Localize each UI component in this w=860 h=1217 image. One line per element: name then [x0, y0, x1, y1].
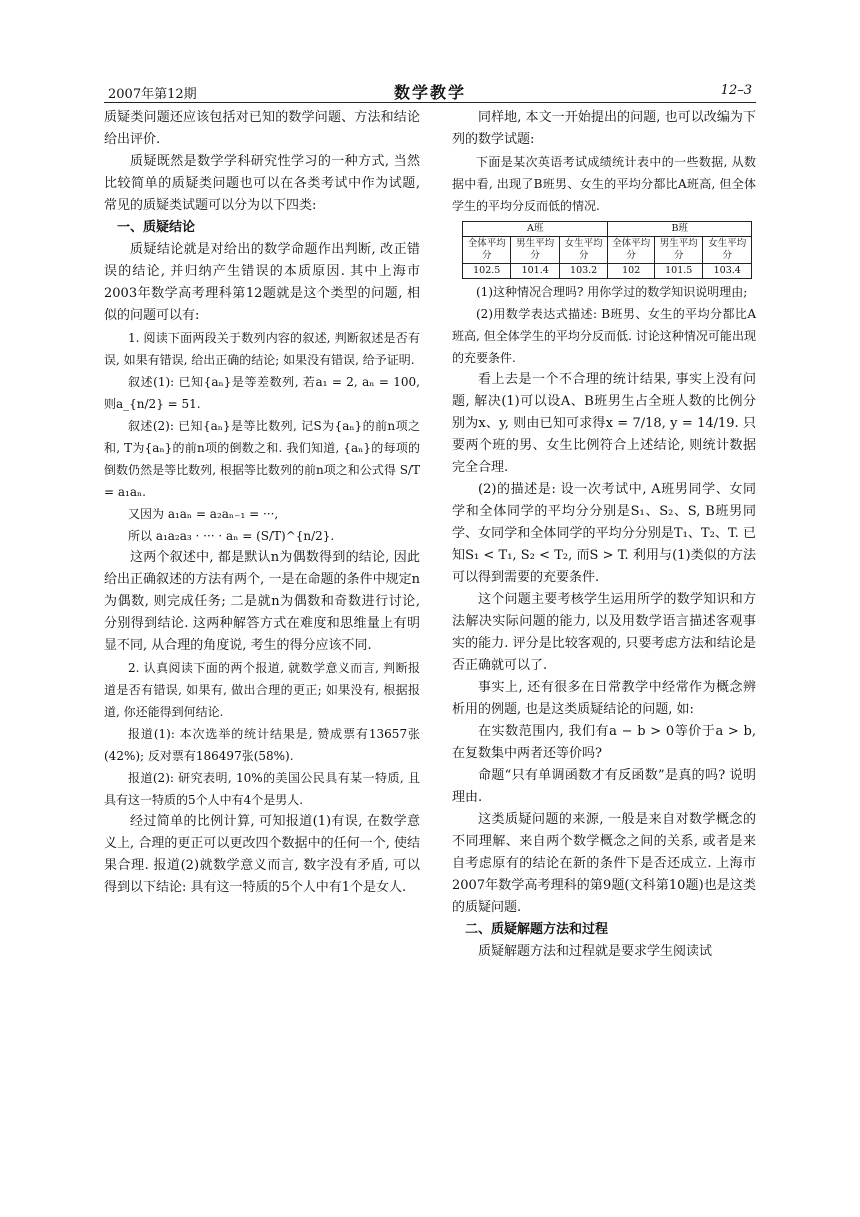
table-subheader: 男生平均分 — [511, 237, 559, 264]
paragraph: 这个问题主要考核学生运用所学的数学知识和方法解决实际问题的能力, 以及用数学语言描述客观事实的能力. 评分是比较客观的, 只要考虑方法和结论是否正确就可以了. — [452, 592, 756, 673]
paragraph: 事实上, 还有很多在日常教学中经常作为概念辨析用的例题, 也是这类质疑结论的问题, 如: — [452, 680, 756, 717]
table-subheader: 男生平均分 — [655, 237, 703, 264]
paragraph: 经过简单的比例计算, 可知报道(1)有误, 在数学意义上, 合理的更正可以更改四个数据中的任何一个, 使结果合理. 报道(2)就数学意义而言, 数字没有矛盾, 可以得到以下结论: 具有这一特质的5个人中有1个是女人. — [104, 814, 420, 895]
report-1: 报道(1): 本次选举的统计结果是, 赞成票有13657张(42%); 反对票有186497张(58%). — [104, 727, 420, 763]
left-column — [104, 107, 420, 899]
table-cell: 103.4 — [703, 264, 752, 279]
score-table — [462, 221, 752, 279]
sub-question-2: (2)用数学表达式描述: B班男、女生的平均分都比A班高, 但全体学生的平均分反而低. 讨论这种情况可能出现的充要条件. — [452, 307, 756, 365]
section-heading: 一、质疑结论 — [117, 220, 196, 235]
issue-label: 2007年第12期 — [108, 87, 197, 102]
sub-question-1: (1)这种情况合理吗? 用你学过的数学知识说明理由; — [476, 285, 748, 299]
table-subheader: 全体平均分 — [608, 237, 655, 264]
paper-page — [104, 80, 756, 959]
table-group-header: B班 — [608, 222, 752, 237]
table-cell: 101.5 — [655, 264, 703, 279]
statement-3: 又因为 a₁aₙ = a₂aₙ₋₁ = ···, — [128, 507, 279, 521]
table-cell: 102.5 — [463, 264, 511, 279]
section-heading: 二、质疑解题方法和过程 — [465, 922, 609, 937]
exam-question: 下面是某次英语考试成绩统计表中的一些数据, 从数据中看, 出现了B班男、女生的平均分都比A班高, 但全体学生的平均分反而低的情况. — [452, 155, 756, 213]
paragraph: 命题“只有单调函数才有反函数”是真的吗? 说明理由. — [452, 768, 756, 805]
report-2: 报道(2): 研究表明, 10%的美国公民具有某一特质, 且具有这一特质的5个人中有4个是男人. — [104, 771, 420, 807]
paragraph: 同样地, 本文一开始提出的问题, 也可以改编为下列的数学试题: — [452, 110, 756, 147]
statement-1: 叙述(1): 已知{aₙ}是等差数列, 若a₁ = 2, aₙ = 100, 则a_{n/2} = 51. — [104, 375, 420, 411]
paragraph: 质疑既然是数学学科研究性学习的一种方式, 当然比较简单的质疑类问题也可以在各类考试中作为试题, 常见的质疑类试题可以分为以下四类: — [104, 154, 420, 213]
question-2: 2. 认真阅读下面的两个报道, 就数学意义而言, 判断报道是否有错误, 如果有, 做出合理的更正; 如果没有, 根据报道, 你还能得到何结论. — [104, 661, 420, 719]
table-cell: 101.4 — [511, 264, 559, 279]
paragraph: 这两个叙述中, 都是默认n为偶数得到的结论, 因此给出正确叙述的方法有两个, 一是在命题的条件中规定n为偶数, 则完成任务; 二是就n为偶数和奇数进行讨论, 分别得到结论. 这两种解答方式在难度和思维量上有明显不同, 从合理的角度说, 考生的得分应该不同. — [104, 550, 420, 653]
table-subheader: 女生平均分 — [703, 237, 752, 264]
table-group-header: A班 — [463, 222, 608, 237]
paragraph: 看上去是一个不合理的统计结果, 事实上没有问题, 解决(1)可以设A、B班男生占全班人数的比例分别为x、y, 则由已知可求得x = 7/18, y = 14/19. 只要两个班的男、女生比例符合上述结论, 则统计数据完全合理. — [452, 372, 756, 475]
paragraph: 质疑结论就是对给出的数学命题作出判断, 改正错误的结论, 并归纳产生错误的本质原因. 其中上海市2003年数学高考理科第12题就是这个类型的问题, 相似的问题可以有: — [104, 242, 420, 323]
paragraph: 在实数范围内, 我们有a − b > 0等价于a > b, 在复数集中两者还等价吗? — [452, 724, 756, 761]
table-subheader: 女生平均分 — [559, 237, 607, 264]
paragraph: (2)的描述是: 设一次考试中, A班男同学、女同学和全体同学的平均分分别是S₁、S₂、S, B班男同学、女同学和全体同学的平均分分别是T₁、T₂、T. 已知S₁ < T₁, S₂ < T₂, 而S > T. 利用与(1)类似的方法可以得到需要的充要条件. — [452, 482, 756, 585]
journal-title: 数学教学 — [393, 83, 466, 102]
page-number: 12–3 — [720, 83, 752, 98]
paragraph: 质疑解题方法和过程就是要求学生阅读试 — [478, 944, 713, 959]
statement-2: 叙述(2): 已知{aₙ}是等比数列, 记S为{aₙ}的前n项之和, T为{aₙ}的前n项的倒数之和. 我们知道, {aₙ}的每项的倒数仍然是等比数列, 根据等比数列的前n项之和公式得 S/T = a₁aₙ. — [104, 419, 420, 499]
statement-4: 所以 a₁a₂a₃ · ··· · aₙ = (S/T)^{n/2}. — [128, 529, 335, 543]
running-header — [104, 80, 756, 103]
table-cell: 103.2 — [559, 264, 607, 279]
table-cell: 102 — [608, 264, 655, 279]
question-1: 1. 阅读下面两段关于数列内容的叙述, 判断叙述是否有误, 如果有错误, 给出正确的结论; 如果没有错误, 给予证明. — [104, 331, 420, 367]
paragraph: 这类质疑问题的来源, 一般是来自对数学概念的不同理解、来自两个数学概念之间的关系, 或者是来自考虑原有的结论在新的条件下是否还成立. 上海市2007年数学高考理科的第9题(文科第10题)也是这类的质疑问题. — [452, 812, 756, 915]
paragraph: 质疑类问题还应该包括对已知的数学问题、方法和结论给出评价. — [104, 110, 420, 147]
table-subheader: 全体平均分 — [463, 237, 511, 264]
right-column — [452, 107, 756, 963]
